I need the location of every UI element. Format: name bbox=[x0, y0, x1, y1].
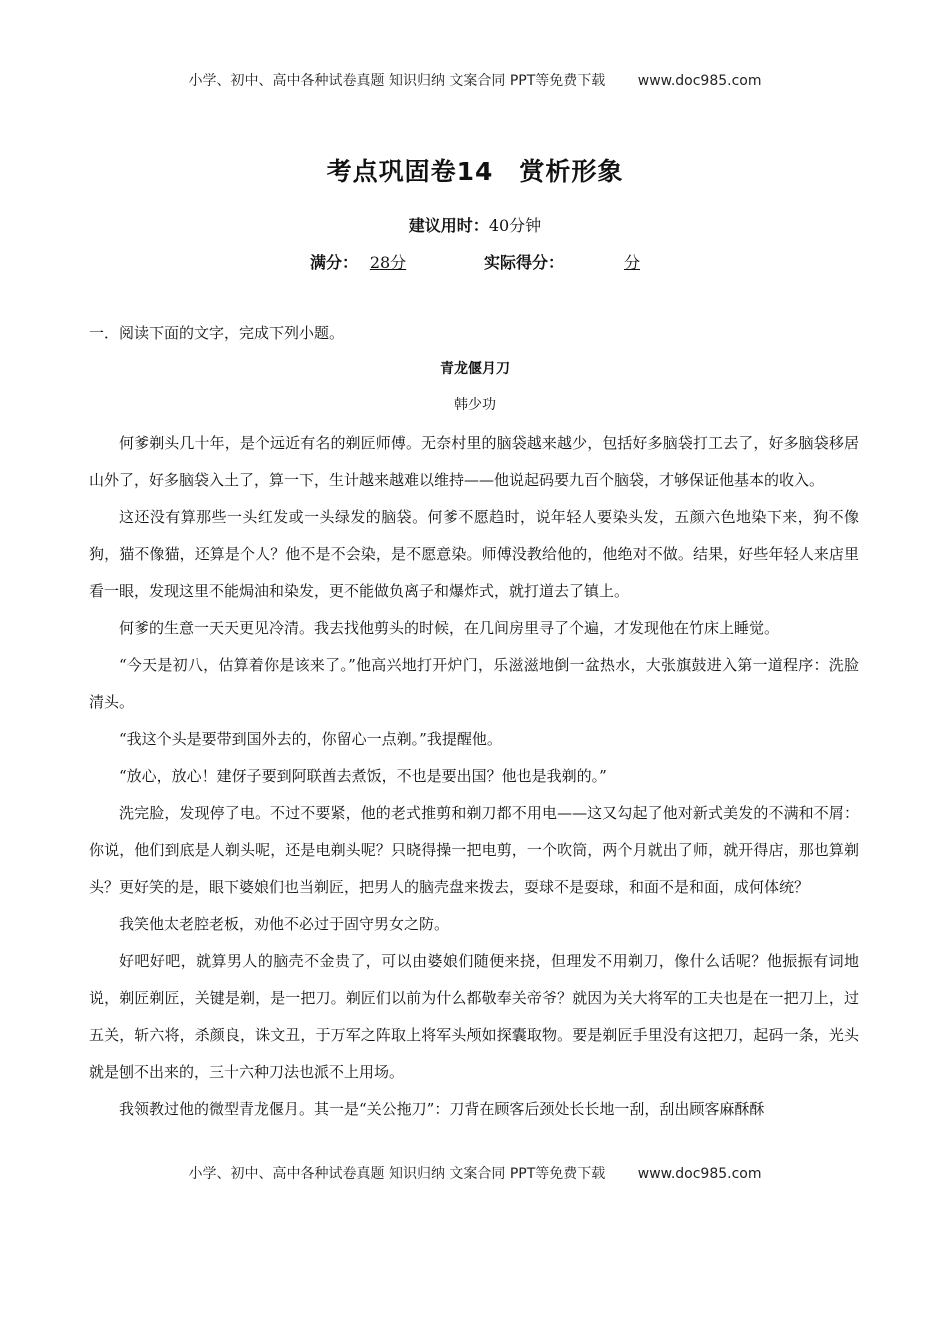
full-score-label: 满分： bbox=[309, 253, 358, 272]
story-body bbox=[89, 425, 859, 1128]
suggested-time-label: 建议用时： bbox=[408, 216, 489, 235]
header-banner bbox=[0, 70, 950, 90]
suggested-time-value: 40分钟 bbox=[488, 216, 542, 235]
actual-score-blank: 分 bbox=[624, 253, 641, 272]
story-paragraph: “放心，放心！建伢子要到阿联酋去煮饭，不也是要出国？他也是我剃的。” bbox=[119, 767, 607, 785]
story-title: 青龙偃月刀 bbox=[440, 361, 510, 377]
section-heading: 一．阅读下面的文字，完成下列小题。 bbox=[89, 324, 345, 342]
footer-banner-text: 小学、初中、高中各种试卷真题 知识归纳 文案合同 PPT等免费下载 bbox=[188, 1166, 606, 1182]
story-paragraph: 何爹剃头几十年，是个远近有名的剃匠师傅。无奈村里的脑袋越来越少，包括好多脑袋打工去了，好多脑袋移居山外了，好多脑袋入土了，算一下，生计越来越难以维持——他说起码要九百个脑袋，才够保证他基本的收入。 bbox=[89, 434, 859, 489]
page-title: 考点巩固卷14 赏析形象 bbox=[326, 157, 624, 186]
suggested-time bbox=[0, 213, 950, 236]
story-author: 韩少功 bbox=[454, 397, 496, 413]
story-paragraph: 好吧好吧，就算男人的脑壳不金贵了，可以由婆娘们随便来挠，但理发不用剃刀，像什么话呢？他振振有词地说，剃匠剃匠，关键是剃，是一把刀。剃匠们以前为什么都敬奉关帝爷？就因为关大将军的工夫也是在一把刀上，过五关，斩六将，杀颜良，诛文丑，于万军之阵取上将军头颅如探囊取物。要是剃匠手里没有这把刀，起码一条，光头就是刨不出来的，三十六种刀法也派不上用场。 bbox=[89, 952, 859, 1081]
header-banner-url[interactable]: www.doc985.com bbox=[637, 73, 762, 89]
score-line bbox=[0, 250, 950, 273]
story-paragraph: 我笑他太老腔老板，劝他不必过于固守男女之防。 bbox=[119, 915, 450, 933]
footer-banner-url[interactable]: www.doc985.com bbox=[637, 1166, 762, 1182]
story-paragraph: 我领教过他的微型青龙偃月。其一是“关公拖刀”：刀背在顾客后颈处长长地一刮，刮出顾客麻酥酥 bbox=[119, 1100, 765, 1118]
full-score-value: 28分 bbox=[369, 253, 407, 272]
story-paragraph: “今天是初八，估算着你是该来了。”他高兴地打开炉门，乐滋滋地倒一盆热水，大张旗鼓进入第一道程序：洗脸清头。 bbox=[89, 656, 859, 711]
story-paragraph: 何爹的生意一天天更见冷清。我去找他剪头的时候，在几间房里寻了个遍，才发现他在竹床上睡觉。 bbox=[119, 619, 780, 637]
header-banner-text: 小学、初中、高中各种试卷真题 知识归纳 文案合同 PPT等免费下载 bbox=[188, 73, 606, 89]
story-paragraph: “我这个头是要带到国外去的，你留心一点剃。”我提醒他。 bbox=[119, 730, 502, 748]
story-paragraph: 洗完脸，发现停了电。不过不要紧，他的老式推剪和剃刀都不用电——这又勾起了他对新式美发的不满和不屑：你说，他们到底是人剃头呢，还是电剃头呢？只晓得操一把电剪，一个吹筒，两个月就出了师，就开得店，那也算剃头？更好笑的是，眼下婆娘们也当剃匠，把男人的脑壳盘来拨去，耍球不是耍球，和面不是和面，成何体统？ bbox=[89, 804, 859, 896]
story-paragraph: 这还没有算那些一头红发或一头绿发的脑袋。何爹不愿趋时，说年轻人要染头发，五颜六色地染下来，狗不像狗，猫不像猫，还算是个人？他不是不会染，是不愿意染。师傅没教给他的，他绝对不做。结果，好些年轻人来店里看一眼，发现这里不能焗油和染发，更不能做负离子和爆炸式，就打道去了镇上。 bbox=[89, 508, 859, 600]
footer-banner bbox=[0, 1163, 950, 1183]
actual-score-label: 实际得分： bbox=[484, 253, 565, 272]
